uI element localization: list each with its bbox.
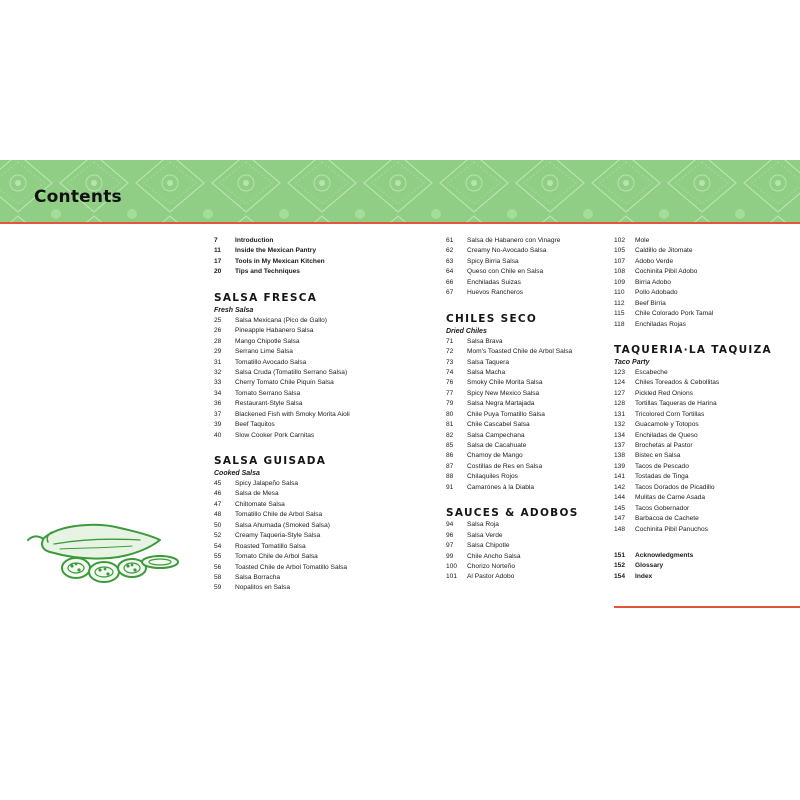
toc-entry-title: Salsa Verde	[467, 531, 503, 539]
salsa-guisada-list	[214, 479, 350, 594]
toc-entry	[446, 246, 579, 256]
toc-entry-title: Guacamole y Totopos	[635, 421, 699, 429]
toc-page-number: 148	[614, 525, 626, 533]
toc-entry	[214, 246, 350, 256]
toc-entry	[614, 514, 772, 524]
toc-entry-title: Salsa Negra Martajada	[467, 400, 535, 408]
toc-entry-title: Huevos Rancheros	[467, 289, 524, 297]
toc-page-number: 67	[446, 289, 454, 297]
toc-entry-title: Index	[635, 572, 653, 580]
toc-entry-title: Salsa Campechana	[467, 431, 525, 439]
section-subtitle-salsa-fresca: Fresh Salsa	[214, 306, 254, 314]
toc-entry-title: Salsa Brava	[467, 337, 503, 345]
toc-entry	[614, 525, 772, 535]
toc-entry	[214, 531, 350, 541]
toc-entry	[446, 462, 579, 472]
toc-entry	[614, 389, 772, 399]
sauces-adobos-continued-list	[614, 236, 772, 330]
toc-entry	[446, 267, 579, 277]
toc-page-number: 102	[614, 237, 626, 244]
toc-page-number: 26	[214, 327, 222, 335]
toc-entry-title: Salsa Ahumada (Smoked Salsa)	[235, 521, 330, 529]
toc-entry	[214, 420, 350, 430]
toc-page-number: 52	[214, 532, 222, 540]
toc-page-number: 118	[614, 320, 625, 328]
toc-entry	[214, 573, 350, 583]
toc-page-number: 59	[214, 584, 222, 592]
toc-entry-title: Queso con Chile en Salsa	[467, 268, 544, 276]
toc-page-number: 62	[446, 247, 454, 255]
toc-entry-title: Enchiladas Suizas	[467, 278, 521, 286]
toc-entry-title: Salsa de Cacahuate	[467, 442, 527, 449]
toc-entry-title: Creamy No-Avocado Salsa	[467, 247, 547, 255]
toc-entry	[614, 288, 772, 298]
toc-page-number: 33	[214, 379, 222, 387]
toc-entry-title: Slow Cooker Pork Carnitas	[235, 431, 315, 439]
toc-entry	[446, 552, 579, 562]
toc-entry-title: Inside the Mexican Pantry	[235, 247, 316, 255]
toc-entry	[214, 583, 350, 593]
toc-page-number: 144	[614, 494, 626, 502]
toc-page-number: 46	[214, 490, 222, 498]
toc-entry	[214, 326, 350, 336]
toc-page-number: 39	[214, 421, 222, 429]
toc-entry	[214, 552, 350, 562]
toc-entry-title: Cochinita Pibil Panuchos	[635, 525, 708, 533]
toc-entry	[446, 410, 579, 420]
toc-entry	[446, 451, 579, 461]
toc-page-number: 61	[446, 237, 454, 244]
toc-page-number: 66	[446, 278, 454, 286]
toc-entry-title: Tortillas Taqueras de Harina	[635, 400, 717, 408]
toc-entry-title: Cherry Tomato Chile Piquín Salsa	[235, 379, 334, 387]
toc-page-number: 63	[446, 257, 454, 265]
toc-entry	[214, 316, 350, 326]
toc-page-number: 34	[214, 389, 222, 397]
toc-entry-title: Escabeche	[635, 368, 668, 376]
toc-entry	[614, 320, 772, 330]
taqueria-list	[614, 368, 772, 535]
toc-entry	[614, 462, 772, 472]
toc-entry-title: Chile Puya Tomatillo Salsa	[467, 410, 545, 418]
toc-entry	[614, 420, 772, 430]
toc-entry	[214, 500, 350, 510]
toc-page-number: 100	[446, 562, 458, 570]
toc-entry-title: Tomatillo Avocado Salsa	[235, 358, 307, 366]
toc-entry-title: Pickled Red Onions	[635, 389, 693, 397]
toc-page-number: 107	[614, 257, 626, 265]
toc-page-number: 74	[446, 368, 454, 376]
toc-entry	[614, 561, 772, 571]
toc-entry-title: Mango Chipotle Salsa	[235, 337, 300, 345]
toc-entry-title: Chiltomate Salsa	[235, 500, 285, 508]
toc-entry	[446, 431, 579, 441]
toc-page-number: 134	[614, 431, 626, 439]
toc-entry-title: Costillas de Res en Salsa	[467, 462, 543, 470]
toc-entry	[214, 410, 350, 420]
toc-entry-title: Salsa Borracha	[235, 573, 281, 581]
toc-entry-title: Nopalitos en Salsa	[235, 584, 290, 592]
toc-entry	[446, 520, 579, 530]
toc-page-number: 151	[614, 551, 626, 559]
toc-entry	[614, 504, 772, 514]
toc-entry-title: Creamy Taqueria-Style Salsa	[235, 532, 321, 540]
toc-page-number: 145	[614, 504, 626, 512]
toc-page-number: 32	[214, 368, 222, 376]
front-matter-list	[214, 236, 350, 278]
salsa-guisada-continued-list	[446, 236, 579, 299]
toc-entry-title: Salsa de Habanero con Vinagre	[467, 237, 561, 244]
toc-entry-title: Adobo Verde	[635, 257, 674, 265]
chiles-seco-list	[446, 337, 579, 494]
column-3-bottom-rule	[614, 606, 800, 608]
toc-entry	[614, 493, 772, 503]
toc-entry-title: Spicy New Mexico Salsa	[467, 389, 540, 397]
toc-entry-title: Mulitas de Carne Asada	[635, 494, 706, 502]
toc-entry	[614, 257, 772, 267]
section-heading-salsa-guisada: SALSA GUISADA	[214, 455, 327, 467]
toc-entry	[446, 472, 579, 482]
toc-entry	[446, 236, 579, 246]
toc-page-number: 91	[446, 483, 454, 491]
toc-page-number: 128	[614, 400, 626, 408]
toc-page-number: 81	[446, 421, 454, 429]
toc-entry-title: Enchiladas Rojas	[635, 320, 686, 328]
toc-page-number: 87	[446, 462, 454, 470]
toc-entry	[446, 347, 579, 357]
toc-page-number: 31	[214, 358, 222, 366]
toc-entry-title: Chilaquiles Rojos	[467, 473, 518, 481]
toc-page-number: 152	[614, 562, 626, 570]
toc-entry	[446, 420, 579, 430]
toc-entry	[446, 378, 579, 388]
toc-page-number: 36	[214, 400, 222, 408]
toc-entry	[614, 378, 772, 388]
jalapeno-illustration	[20, 518, 185, 588]
toc-page-number: 94	[446, 521, 454, 529]
toc-entry-title: Tostadas de Tinga	[635, 473, 689, 481]
toc-entry-title: Camarónes à la Diabla	[467, 483, 535, 491]
toc-page-number: 25	[214, 316, 222, 324]
toc-entry	[614, 267, 772, 277]
toc-entry-title: Spicy Birria Salsa	[467, 257, 519, 265]
toc-entry	[614, 441, 772, 451]
section-heading-taqueria: TAQUERIA·LA TAQUIZA	[614, 343, 772, 356]
toc-entry-title: Cochinita Pibil Adobo	[635, 268, 698, 276]
toc-entry	[214, 368, 350, 378]
toc-page-number: 11	[214, 247, 221, 255]
toc-entry	[614, 551, 772, 561]
toc-page-number: 71	[446, 337, 454, 345]
toc-entry-title: Beef Birria	[635, 299, 666, 307]
toc-page-number: 97	[446, 542, 454, 550]
toc-page-number: 20	[214, 268, 222, 276]
toc-entry	[446, 278, 579, 288]
toc-entry-title: Chiles Toreados & Cebollitas	[635, 379, 720, 387]
toc-entry-title: Blackened Fish with Smoky Morita Aioli	[235, 410, 350, 418]
toc-page-number: 115	[614, 310, 625, 318]
toc-entry-title: Chile Colorado Pork Tamal	[635, 310, 714, 318]
toc-entry-title: Acknowledgments	[635, 551, 694, 559]
toc-entry	[614, 299, 772, 309]
toc-page-number: 45	[214, 480, 222, 487]
toc-entry	[614, 451, 772, 461]
toc-entry	[214, 510, 350, 520]
toc-page-number: 101	[446, 573, 458, 581]
toc-entry-title: Salsa de Mesa	[235, 490, 279, 498]
toc-entry-title: Caldillo de Jitomate	[635, 247, 693, 255]
toc-entry-title: Introduction	[235, 237, 274, 244]
toc-entry	[214, 431, 350, 441]
toc-page-number: 58	[214, 573, 222, 581]
toc-entry-title: Chile Ancho Salsa	[467, 552, 521, 560]
toc-entry	[614, 399, 772, 409]
toc-entry	[446, 368, 579, 378]
toc-entry	[446, 257, 579, 267]
toc-entry	[446, 358, 579, 368]
toc-entry-title: Chile Cascabel Salsa	[467, 421, 530, 429]
toc-entry	[214, 378, 350, 388]
toc-entry	[614, 431, 772, 441]
toc-page-number: 132	[614, 421, 626, 429]
toc-entry-title: Spicy Jalapeño Salsa	[235, 480, 299, 487]
toc-entry-title: Mole	[635, 237, 650, 244]
toc-entry-title: Salsa Roja	[467, 521, 499, 529]
toc-entry-title: Tacos de Pescado	[635, 462, 689, 470]
toc-page-number: 29	[214, 348, 222, 356]
toc-page-number: 123	[614, 368, 626, 376]
toc-entry-title: Birria Adobo	[635, 278, 671, 286]
toc-page-number: 127	[614, 389, 626, 397]
toc-page-number: 86	[446, 452, 454, 460]
toc-entry-title: Roasted Tomatillo Salsa	[235, 542, 306, 550]
toc-page-number: 138	[614, 452, 626, 460]
toc-entry	[214, 489, 350, 499]
toc-page-number: 112	[614, 299, 625, 307]
toc-entry	[214, 358, 350, 368]
toc-entry	[446, 483, 579, 493]
toc-page-number: 88	[446, 473, 454, 481]
toc-column-1	[214, 236, 350, 594]
section-subtitle-taqueria: Taco Party	[614, 358, 650, 366]
toc-page-number: 131	[614, 410, 626, 418]
section-heading-sauces-adobos: SAUCES & ADOBOS	[446, 507, 579, 520]
toc-entry-title: Tomatillo Chile de Arbol Salsa	[235, 511, 323, 519]
toc-page-number: 85	[446, 442, 454, 449]
toc-entry-title: Tools in My Mexican Kitchen	[235, 257, 325, 265]
toc-entry-title: Tomato Chile de Arbol Salsa	[235, 553, 318, 561]
toc-entry	[214, 267, 350, 277]
toc-entry-title: Enchiladas de Queso	[635, 431, 698, 439]
toc-page-number: 48	[214, 511, 222, 519]
salsa-fresca-list	[214, 316, 350, 441]
toc-entry	[214, 479, 350, 489]
toc-page-number: 110	[614, 289, 625, 297]
toc-page-number: 105	[614, 247, 626, 255]
toc-page-number: 154	[614, 572, 626, 580]
toc-column-2	[446, 236, 579, 583]
toc-entry	[214, 521, 350, 531]
toc-entry-title: Serrano Lime Salsa	[235, 348, 293, 356]
toc-entry-title: Salsa Macha	[467, 368, 506, 376]
toc-entry	[614, 572, 772, 582]
toc-page-number: 141	[614, 473, 626, 481]
toc-page-number: 109	[614, 278, 626, 286]
toc-page-number: 17	[214, 257, 222, 265]
toc-entry	[614, 410, 772, 420]
toc-entry-title: Salsa Taquera	[467, 358, 510, 366]
toc-page-number: 142	[614, 483, 626, 491]
toc-page-number: 139	[614, 462, 626, 470]
toc-page-number: 147	[614, 515, 626, 523]
toc-page-number: 50	[214, 521, 222, 529]
toc-entry	[214, 389, 350, 399]
toc-page-number: 47	[214, 500, 222, 508]
toc-page-number: 40	[214, 431, 222, 439]
toc-entry	[614, 309, 772, 319]
toc-column-3	[614, 236, 772, 582]
toc-page-number: 64	[446, 268, 454, 276]
toc-entry	[614, 278, 772, 288]
sauces-adobos-list	[446, 520, 579, 583]
toc-entry	[214, 257, 350, 267]
toc-page-number: 80	[446, 410, 454, 418]
toc-entry-title: Brochetas al Pastor	[635, 442, 693, 449]
toc-entry	[446, 389, 579, 399]
toc-entry-title: Tacos Gobernador	[635, 504, 690, 512]
toc-page-number: 54	[214, 542, 222, 550]
toc-entry-title: Restaurant-Style Salsa	[235, 400, 303, 408]
toc-page-number: 37	[214, 410, 222, 418]
toc-entry	[214, 399, 350, 409]
section-heading-salsa-fresca: SALSA FRESCA	[214, 291, 318, 304]
toc-entry	[214, 542, 350, 552]
toc-page-number: 108	[614, 268, 626, 276]
toc-page-number: 73	[446, 358, 454, 366]
toc-entry-title: Glossary	[635, 562, 664, 570]
toc-entry	[214, 236, 350, 246]
page-title: Contents	[34, 187, 122, 207]
toc-page-number: 72	[446, 348, 454, 356]
toc-page-number: 28	[214, 337, 222, 345]
toc-entry-title: Salsa Mexicana (Pico de Gallo)	[235, 316, 327, 324]
toc-entry-title: Beef Taquitos	[235, 421, 275, 429]
toc-entry	[614, 368, 772, 378]
toc-page-number: 7	[214, 237, 218, 244]
toc-page-number: 55	[214, 553, 222, 561]
toc-entry	[446, 441, 579, 451]
toc-entry-title: Pineapple Habanero Salsa	[235, 327, 314, 335]
banner-underline	[0, 222, 800, 224]
toc-entry-title: Smoky Chile Morita Salsa	[467, 379, 543, 387]
toc-entry-title: Tips and Techniques	[235, 268, 300, 276]
toc-entry	[446, 562, 579, 572]
toc-page-number: 76	[446, 379, 454, 387]
toc-entry-title: Bistec en Salsa	[635, 452, 681, 460]
toc-entry	[214, 347, 350, 357]
toc-entry	[446, 541, 579, 551]
toc-entry-title: Tomato Serrano Salsa	[235, 389, 301, 397]
toc-page-number: 96	[446, 531, 454, 539]
toc-entry-title: Mom's Toasted Chile de Arbol Salsa	[467, 348, 573, 356]
toc-page-number: 82	[446, 431, 454, 439]
toc-entry	[614, 246, 772, 256]
toc-entry-title: Salsa Chipotle	[467, 542, 510, 550]
toc-entry	[446, 399, 579, 409]
toc-page-number: 99	[446, 552, 454, 560]
toc-entry-title: Barbacoa de Cachete	[635, 515, 699, 523]
back-matter-list	[614, 551, 772, 582]
toc-entry-title: Tricolored Corn Tortillas	[635, 410, 705, 418]
toc-entry-title: Chamoy de Mango	[467, 452, 523, 460]
toc-entry	[214, 337, 350, 347]
toc-entry-title: Pollo Adobado	[635, 289, 678, 297]
toc-entry	[446, 337, 579, 347]
toc-entry-title: Salsa Cruda (Tomatillo Serrano Salsa)	[235, 368, 348, 376]
toc-entry	[446, 288, 579, 298]
toc-entry-title: Tacos Dorados de Picadillo	[635, 483, 715, 491]
section-heading-chiles-seco: CHILES SECO	[446, 312, 538, 325]
toc-page-number: 137	[614, 442, 626, 449]
toc-entry	[614, 483, 772, 493]
section-subtitle-salsa-guisada: Cooked Salsa	[214, 470, 260, 477]
toc-entry-title: Toasted Chile de Arbol Tomatillo Salsa	[235, 563, 348, 571]
toc-entry-title: Chorizo Norteño	[467, 562, 516, 570]
toc-page-number: 79	[446, 400, 454, 408]
toc-entry	[614, 236, 772, 246]
toc-entry	[446, 572, 579, 582]
toc-entry	[446, 531, 579, 541]
toc-entry-title: Al Pastor Adobo	[467, 573, 515, 581]
toc-page-number: 124	[614, 379, 626, 387]
toc-page-number: 77	[446, 389, 454, 397]
toc-page-number: 56	[214, 563, 222, 571]
toc-entry	[214, 563, 350, 573]
section-subtitle-chiles-seco: Dried Chiles	[446, 327, 487, 335]
toc-entry	[614, 472, 772, 482]
